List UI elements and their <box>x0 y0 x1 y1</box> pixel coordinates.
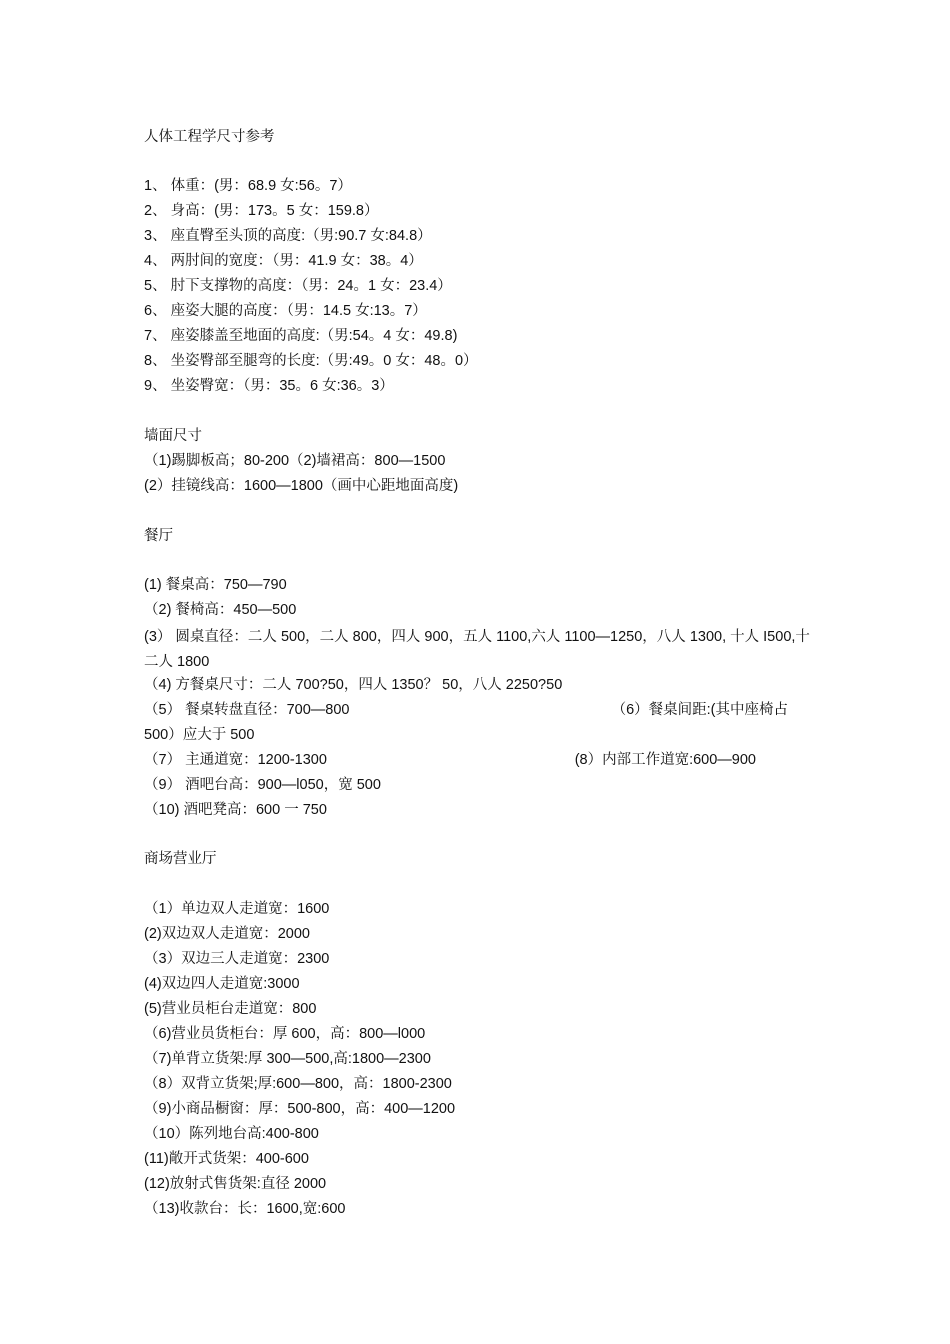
mall-line: （6)营业员货柜台：厚 600，高：800—l000 <box>144 1026 426 1042</box>
dining-line: （5） 餐桌转盘直径：700—800 <box>144 702 350 718</box>
list-item: 8、 坐姿臀部至腿弯的长度:（男:49。0 女：48。0） <box>144 353 478 369</box>
section-heading-dining: 餐厅 <box>144 528 173 544</box>
dining-line: （9） 酒吧台高：900—l050，宽 500 <box>144 777 381 793</box>
mall-line: (11)敞开式货架：400-600 <box>144 1151 309 1167</box>
mall-line: （3）双边三人走道宽：2300 <box>144 951 330 967</box>
mall-line: （8）双背立货架;厚:600—800，高：1800-2300 <box>144 1076 452 1092</box>
list-item: 2、 身高：(男：173。5 女：159.8） <box>144 203 379 219</box>
list-item: 6、 座姿大腿的高度：（男：14.5 女:13。7） <box>144 303 427 319</box>
list-item: 9、 坐姿臀宽：（男：35。6 女:36。3） <box>144 378 394 394</box>
document-title: 人体工程学尺寸参考 <box>144 129 275 145</box>
wall-line: (2）挂镜线高：1600—1800（画中心距地面高度) <box>144 478 459 494</box>
section-heading-mall: 商场营业厅 <box>144 851 217 867</box>
dining-line: (8）内部工作道宽:600—900 <box>574 752 756 768</box>
dining-line: （7） 主通道宽：1200-1300 <box>144 752 327 768</box>
mall-line: (2)双边双人走道宽：2000 <box>144 926 310 942</box>
mall-line: (4)双边四人走道宽:3000 <box>144 976 300 992</box>
wall-line: （1)踢脚板高；80-200（2)墙裙高：800—1500 <box>144 453 446 469</box>
dining-line: (3） 圆桌直径：二人 500，二人 800，四人 900，五人 1100,六人 1100—1250，八人 1300, 十人 I500,十二人 1800 <box>144 629 810 670</box>
mall-line: （13)收款台：长：1600,宽:600 <box>144 1201 346 1217</box>
dining-line: （10) 酒吧凳高：600 一 750 <box>144 802 327 818</box>
mall-line: (5)营业员柜台走道宽：800 <box>144 1001 317 1017</box>
dining-line: (1) 餐桌高：750—790 <box>144 577 287 593</box>
list-item: 1、 体重：(男：68.9 女:56。7） <box>144 178 352 194</box>
list-item: 5、 肘下支撑物的高度：（男：24。1 女：23.4） <box>144 278 452 294</box>
dining-line: （6）餐桌间距:(其中座椅占 <box>611 702 788 718</box>
list-item: 4、 两肘间的宽度：（男：41.9 女：38。4） <box>144 253 423 269</box>
dining-line: 500）应大于 500 <box>144 727 255 743</box>
list-item: 3、 座直臀至头顶的高度:（男:90.7 女:84.8） <box>144 228 432 244</box>
mall-line: （9)小商品橱窗：厚：500-800，高：400—1200 <box>144 1101 456 1117</box>
mall-line: （7)单背立货架:厚 300—500,高:1800—2300 <box>144 1051 431 1067</box>
dining-line: （2) 餐椅高：450—500 <box>144 602 297 618</box>
list-item: 7、 座姿膝盖至地面的高度:（男:54。4 女：49.8) <box>144 328 458 344</box>
section-heading-wall: 墙面尺寸 <box>144 428 202 444</box>
mall-line: （1）单边双人走道宽：1600 <box>144 901 330 917</box>
dining-line-pair <box>144 750 812 770</box>
dining-line-pair <box>144 700 812 720</box>
mall-line: (12)放射式售货架:直径 2000 <box>144 1176 327 1192</box>
mall-line: （10）陈列地台高:400-800 <box>144 1126 319 1142</box>
dining-line: （4) 方餐桌尺寸：二人 700?50，四人 1350？ 50，八人 2250?50 <box>144 677 563 693</box>
